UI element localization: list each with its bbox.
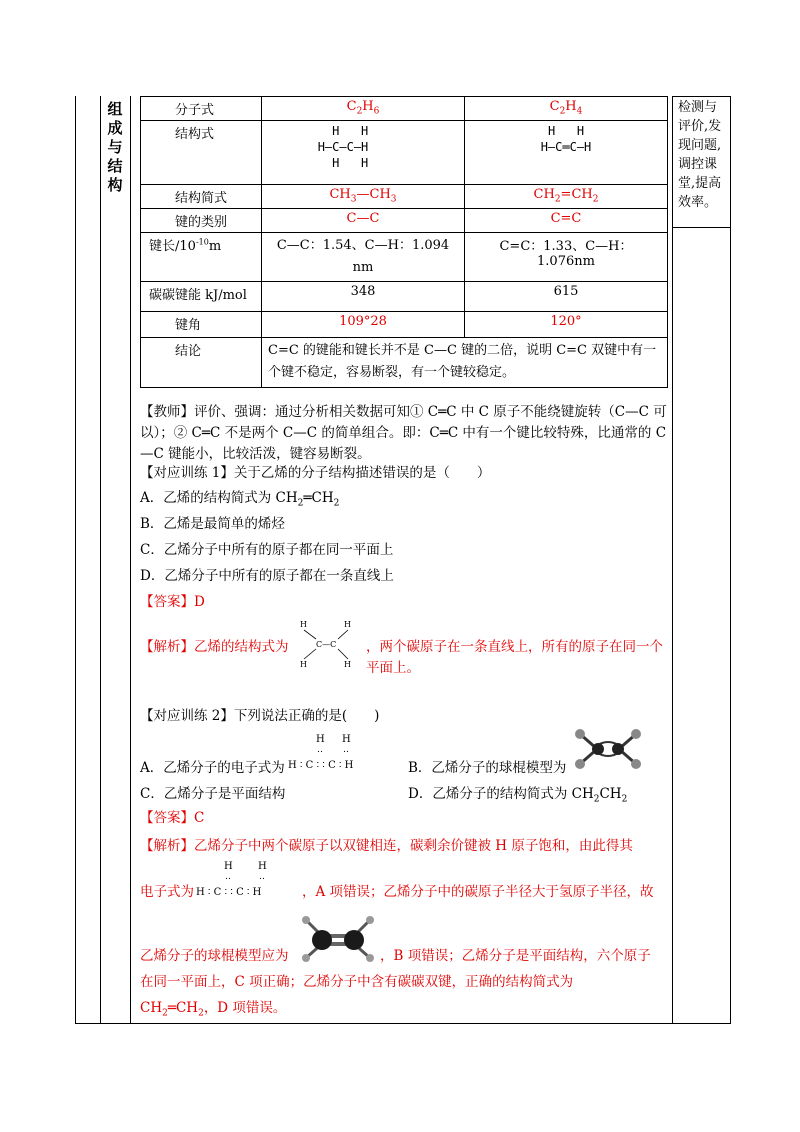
ex2-analysis-2-pre: 电子式为	[140, 884, 194, 900]
ex1-answer: 【答案】D	[140, 594, 205, 610]
row-label: 结构简式	[141, 185, 262, 209]
side-note: 检测与评价,发现问题,调控课堂,提高效率。	[678, 100, 722, 210]
row-label: 键角	[141, 312, 262, 338]
formula-ethylene: $C_2H_4$	[465, 97, 668, 121]
ex1-option-b: B．乙烯是最简单的烯烃	[140, 516, 285, 532]
svg-text:‥: ‥	[259, 872, 266, 882]
svg-text:‥: ‥	[225, 872, 232, 882]
svg-text:H: H	[258, 861, 267, 872]
svg-text:H: H	[344, 660, 351, 669]
row-label: 分子式	[141, 97, 262, 121]
svg-text:H: H	[300, 620, 307, 629]
svg-text:H: H	[342, 734, 351, 745]
svg-text:‥: ‥	[343, 745, 350, 755]
svg-text:H: H	[224, 861, 233, 872]
ex2-option-d: D．乙烯分子的结构简式为 $CH_2CH_2$	[408, 786, 628, 805]
ex1-analysis-pre: 【解析】乙烯的结构式为	[140, 639, 289, 655]
electron-formula-a	[288, 730, 374, 774]
condensed-ethane: $CH_3—CH_3$	[262, 185, 465, 209]
row-label: 结构式	[141, 121, 262, 185]
svg-text:H: H	[344, 620, 351, 629]
ball-stick-model-analysis	[298, 912, 378, 968]
teacher-note: 【教师】评价、强调：通过分析相关数据可知① C═C 中 C 原子不能绕键旋转（C—C 可以）；② C═C 不是两个 C—C 的简单组合。即：C═C 中有一个键比较特殊，比通常的 C—C 键能小，比较活泼，键容易断裂。	[140, 404, 667, 462]
ex2-analysis-4: 在同一平面上，C 项正确；乙烯分子中含有碳碳双键，正确的结构简式为	[140, 974, 574, 990]
frame-col2	[130, 96, 131, 1024]
row-label: 碳碳键能 kJ/mol	[141, 282, 262, 312]
svg-text:C—C: C—C	[316, 640, 337, 649]
ethylene-structure-image	[296, 617, 360, 669]
bond-angle-ethane: 109°28	[262, 312, 465, 338]
bond-type-ethane: C—C	[262, 209, 465, 233]
bond-energy-ethylene: 615	[465, 282, 668, 312]
ex2-analysis-3-pre: 乙烯分子的球棍模型应为	[140, 948, 289, 964]
ex2-analysis-1: 【解析】乙烯分子中两个碳原子以双键相连，碳剩余价键被 H 原子饱和，由此得其	[140, 838, 633, 854]
comparison-table	[140, 96, 668, 388]
svg-text:H ∶ C ∶ ∶ C ∶ H: H ∶ C ∶ ∶ C ∶ H	[288, 760, 354, 771]
formula-ethane: $C_2H_6$	[262, 97, 465, 121]
ex1-option-a: A．乙烯的结构简式为 $CH_2═CH_2$	[140, 490, 340, 509]
frame-top-right	[672, 96, 731, 97]
ex1-question: 【对应训练 1】关于乙烯的分子结构描述错误的是（ ）	[140, 465, 491, 481]
frame-left	[75, 96, 76, 1024]
bond-energy-ethane: 348	[262, 282, 465, 312]
svg-text:H: H	[316, 734, 325, 745]
ex2-analysis-5: $CH_2═CH_2$，D 项错误。	[140, 1000, 287, 1019]
bond-length-ethylene: C=C：1.33、C—H：1.076nm	[465, 233, 668, 282]
ex1-option-d: D．乙烯分子中所有的原子都在一条直线上	[140, 568, 394, 584]
row-label: 键的类别	[141, 209, 262, 233]
bond-length-ethane: C—C：1.54、C—H：1.094 nm	[262, 233, 465, 282]
ex2-option-a: A．乙烯分子的电子式为	[140, 760, 285, 776]
electron-formula-analysis	[196, 857, 302, 901]
ex2-option-c: C．乙烯分子是平面结构	[140, 786, 286, 802]
ball-stick-model-b	[572, 726, 644, 774]
condensed-ethylene: $CH_2=CH_2$	[465, 185, 668, 209]
svg-text:H: H	[300, 660, 307, 669]
bond-angle-ethylene: 120°	[465, 312, 668, 338]
ex2-question: 【对应训练 2】下列说法正确的是( )	[140, 708, 380, 724]
svg-text:‥: ‥	[317, 745, 324, 755]
ex2-answer: 【答案】C	[140, 810, 205, 826]
structure-ethylene: H H H—C═C—H	[465, 121, 668, 185]
row-label: 键长$/10^{-10}m$	[141, 233, 262, 282]
svg-text:H ∶ C ∶ ∶ C ∶ H: H ∶ C ∶ ∶ C ∶ H	[196, 887, 262, 898]
ex2-option-b: B．乙烯分子的球棍模型为	[408, 760, 567, 776]
ex2-analysis-2-post: ，A 项错误；乙烯分子中的碳原子半径大于氢原子半径，故	[302, 884, 654, 900]
frame-col1	[100, 96, 101, 1024]
frame-mid-right	[672, 227, 731, 228]
frame-right	[730, 96, 731, 1024]
bond-type-ethylene: C=C	[465, 209, 668, 233]
section-title: 组成与结构	[107, 100, 123, 194]
row-label: 结论	[141, 338, 262, 388]
frame-col3	[672, 96, 673, 1024]
ex1-analysis-post: ，两个碳原子在一条直线上，所有的原子在同一个平面上。	[366, 639, 663, 676]
ex2-analysis-3-post: ，B 项错误；乙烯分子是平面结构，六个原子	[380, 948, 651, 964]
structure-ethane: H H H—C—C—H H H	[262, 121, 465, 185]
conclusion: C=C 的键能和键长并不是 C—C 键的二倍，说明 C=C 双键中有一个键不稳定，容易断裂，有一个键较稳定。	[262, 338, 668, 388]
ex1-option-c: C．乙烯分子中所有的原子都在同一平面上	[140, 542, 394, 558]
